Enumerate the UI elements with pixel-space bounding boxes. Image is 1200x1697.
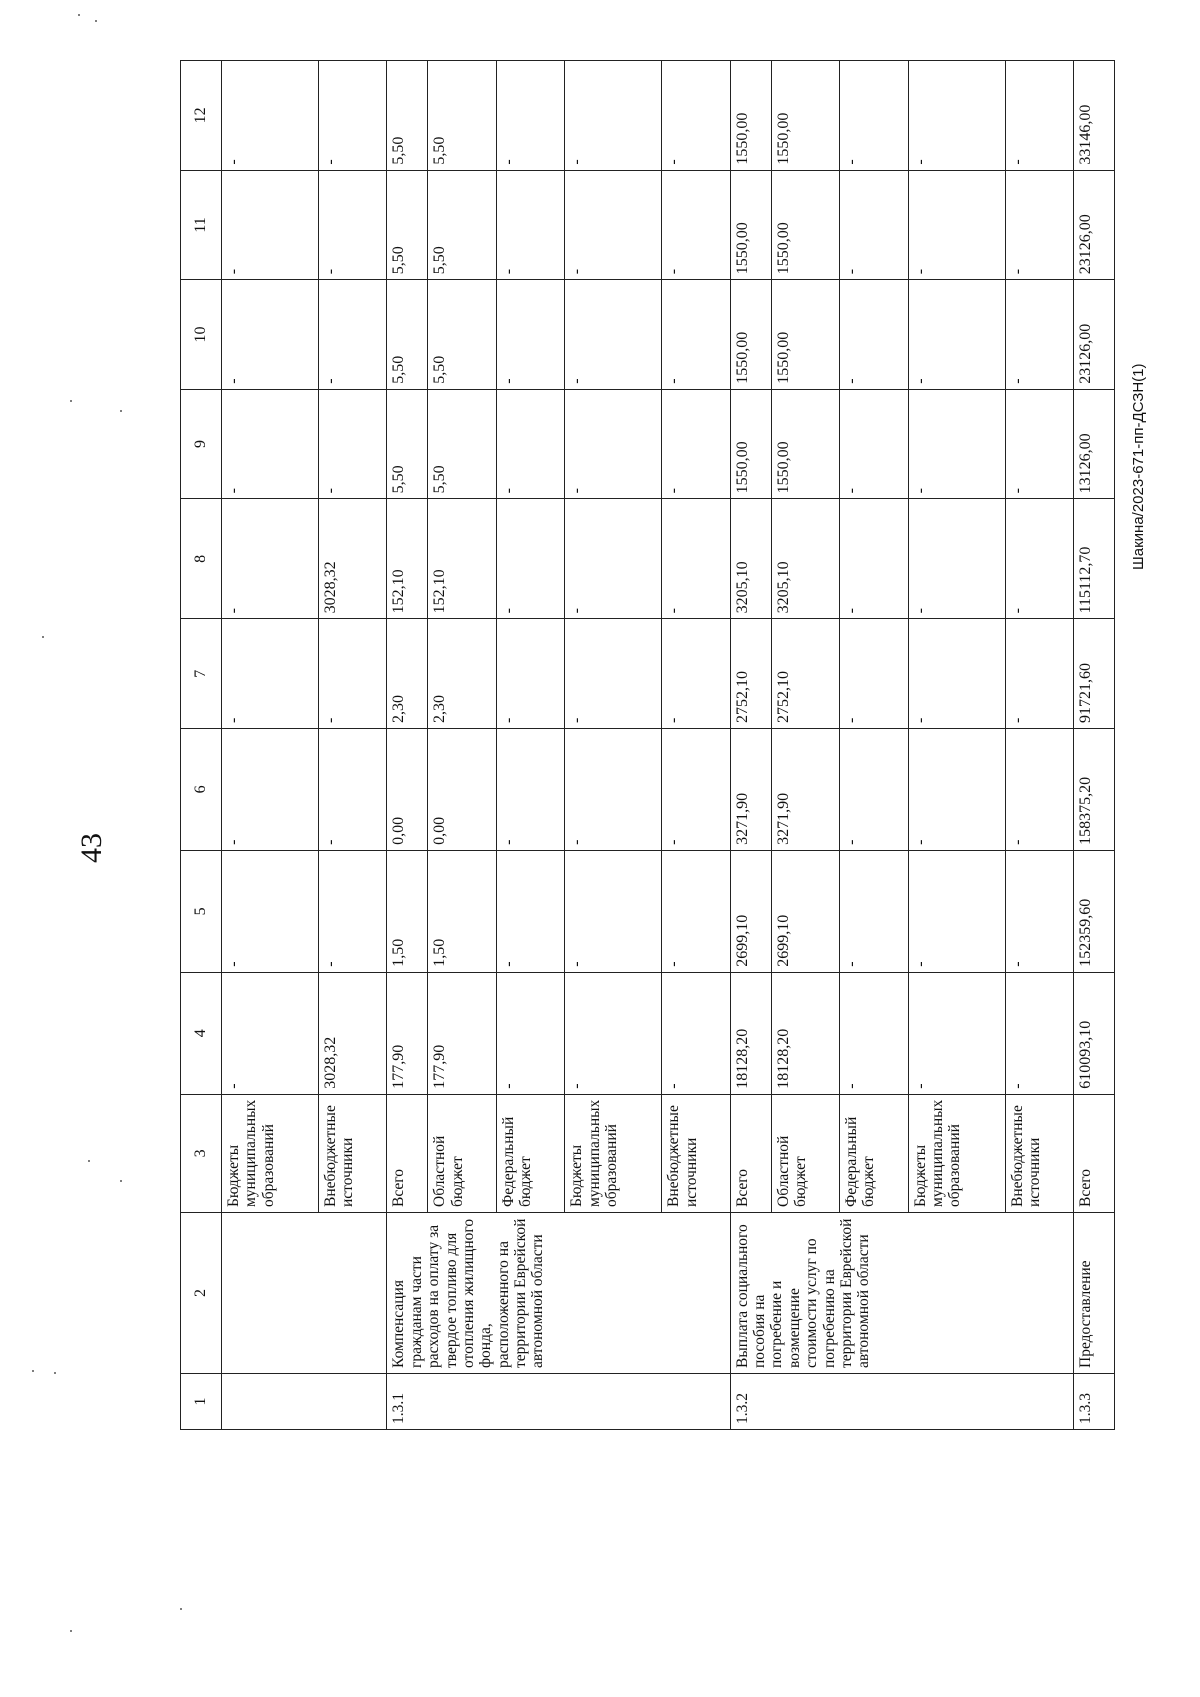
funding-source-cell: Внебюджетные источники xyxy=(662,1094,730,1212)
amount-cell: - xyxy=(565,499,662,619)
amount-cell: 5,50 xyxy=(428,170,496,280)
amount-cell: 3271,90 xyxy=(730,728,771,850)
funding-source-cell: Всего xyxy=(387,1094,428,1212)
amount-cell: - xyxy=(662,850,730,972)
amount-cell: 1550,00 xyxy=(771,61,839,171)
column-number-9: 9 xyxy=(181,389,222,499)
amount-cell: 23126,00 xyxy=(1074,280,1115,390)
amount-cell: 0,00 xyxy=(387,728,428,850)
item-number-cell: 1.3.2 xyxy=(730,1374,1073,1430)
amount-cell: - xyxy=(565,619,662,729)
amount-cell: 3028,32 xyxy=(318,499,386,619)
column-number-12: 12 xyxy=(181,61,222,171)
amount-cell: 1,50 xyxy=(428,850,496,972)
amount-cell: 2752,10 xyxy=(771,619,839,729)
document-code: Шакина/2023-671-пп-ДСЗН(1) xyxy=(1130,363,1147,570)
scan-speck xyxy=(70,400,72,402)
scan-speck xyxy=(42,636,44,638)
item-description-cell: Выплата социального пособия на погребение и возмещение стоимости услуг по погребению на территории Еврейской автономной области xyxy=(730,1213,1073,1374)
amount-cell: 5,50 xyxy=(387,389,428,499)
amount-cell: - xyxy=(662,389,730,499)
item-number-cell xyxy=(222,1374,387,1430)
scan-speck xyxy=(180,1608,182,1610)
amount-cell: 5,50 xyxy=(428,61,496,171)
amount-cell: 1550,00 xyxy=(771,280,839,390)
scan-speck xyxy=(70,1630,72,1632)
amount-cell: - xyxy=(565,61,662,171)
amount-cell: - xyxy=(1005,728,1073,850)
amount-cell: - xyxy=(496,170,564,280)
amount-cell: - xyxy=(662,619,730,729)
amount-cell: - xyxy=(318,389,386,499)
funding-source-cell: Областной бюджет xyxy=(771,1094,839,1212)
amount-cell: 3028,32 xyxy=(318,972,386,1094)
page-number: 43 xyxy=(75,833,108,863)
amount-cell: 2,30 xyxy=(387,619,428,729)
funding-source-cell: Областной бюджет xyxy=(428,1094,496,1212)
budget-table xyxy=(180,60,1115,1430)
amount-cell: - xyxy=(662,170,730,280)
amount-cell: - xyxy=(908,728,1005,850)
scan-speck xyxy=(120,1180,122,1182)
amount-cell: - xyxy=(662,61,730,171)
scan-speck xyxy=(78,14,80,16)
column-number-1: 1 xyxy=(181,1374,222,1430)
amount-cell: - xyxy=(222,728,319,850)
amount-cell: - xyxy=(496,728,564,850)
column-number-11: 11 xyxy=(181,170,222,280)
amount-cell: - xyxy=(496,389,564,499)
amount-cell: - xyxy=(318,850,386,972)
amount-cell: - xyxy=(222,280,319,390)
amount-cell: - xyxy=(662,499,730,619)
funding-source-cell: Всего xyxy=(730,1094,771,1212)
amount-cell: - xyxy=(222,499,319,619)
amount-cell: 3271,90 xyxy=(771,728,839,850)
amount-cell: - xyxy=(662,728,730,850)
amount-cell: - xyxy=(1005,170,1073,280)
amount-cell: - xyxy=(565,280,662,390)
amount-cell: 1550,00 xyxy=(730,170,771,280)
scan-speck xyxy=(120,410,122,412)
amount-cell: 1550,00 xyxy=(771,170,839,280)
item-number-cell: 1.3.3 xyxy=(1074,1374,1115,1430)
amount-cell: 18128,20 xyxy=(771,972,839,1094)
amount-cell: - xyxy=(318,728,386,850)
table-header-row xyxy=(181,61,222,1430)
amount-cell: - xyxy=(565,850,662,972)
amount-cell: 33146,00 xyxy=(1074,61,1115,171)
funding-source-cell: Внебюджетные источники xyxy=(1005,1094,1073,1212)
amount-cell: 1550,00 xyxy=(730,61,771,171)
amount-cell: 1550,00 xyxy=(730,389,771,499)
amount-cell: - xyxy=(1005,389,1073,499)
amount-cell: 3205,10 xyxy=(771,499,839,619)
amount-cell: - xyxy=(908,972,1005,1094)
amount-cell: 610093,10 xyxy=(1074,972,1115,1094)
amount-cell: - xyxy=(496,280,564,390)
amount-cell: - xyxy=(1005,61,1073,171)
funding-source-cell: Федеральный бюджет xyxy=(496,1094,564,1212)
scan-speck xyxy=(88,1160,90,1162)
amount-cell: - xyxy=(496,499,564,619)
amount-cell: - xyxy=(908,389,1005,499)
amount-cell: 2,30 xyxy=(428,619,496,729)
amount-cell: 2752,10 xyxy=(730,619,771,729)
amount-cell: - xyxy=(222,61,319,171)
amount-cell: - xyxy=(1005,619,1073,729)
amount-cell: - xyxy=(1005,280,1073,390)
amount-cell: 13126,00 xyxy=(1074,389,1115,499)
amount-cell: 1550,00 xyxy=(730,280,771,390)
amount-cell: - xyxy=(222,850,319,972)
scan-speck xyxy=(32,1370,34,1372)
amount-cell: - xyxy=(222,170,319,280)
funding-source-cell: Всего xyxy=(1074,1094,1115,1212)
amount-cell: - xyxy=(222,389,319,499)
funding-source-cell: Внебюджетные источники xyxy=(318,1094,386,1212)
amount-cell: - xyxy=(908,280,1005,390)
amount-cell: - xyxy=(662,972,730,1094)
table-row xyxy=(387,61,428,1430)
item-description-cell: Компенсация гражданам части расходов на оплату за твердое топливо для отопления жилищного фонда, расположенного на территории Еврейской автономной области xyxy=(387,1213,730,1374)
amount-cell: - xyxy=(565,170,662,280)
funding-source-cell: Бюджеты муниципальных образований xyxy=(908,1094,1005,1212)
amount-cell: - xyxy=(840,499,908,619)
amount-cell: 177,90 xyxy=(387,972,428,1094)
amount-cell: 152,10 xyxy=(428,499,496,619)
amount-cell: 5,50 xyxy=(428,280,496,390)
amount-cell: - xyxy=(908,61,1005,171)
funding-source-cell: Бюджеты муниципальных образований xyxy=(222,1094,319,1212)
amount-cell: 5,50 xyxy=(387,280,428,390)
column-number-7: 7 xyxy=(181,619,222,729)
amount-cell: - xyxy=(908,499,1005,619)
amount-cell: - xyxy=(222,972,319,1094)
amount-cell: - xyxy=(1005,850,1073,972)
amount-cell: 91721,60 xyxy=(1074,619,1115,729)
column-number-8: 8 xyxy=(181,499,222,619)
amount-cell: 18128,20 xyxy=(730,972,771,1094)
amount-cell: - xyxy=(840,850,908,972)
amount-cell: - xyxy=(565,389,662,499)
amount-cell: - xyxy=(840,972,908,1094)
column-number-6: 6 xyxy=(181,728,222,850)
amount-cell: - xyxy=(662,280,730,390)
amount-cell: - xyxy=(565,728,662,850)
amount-cell: 5,50 xyxy=(387,61,428,171)
amount-cell: - xyxy=(840,170,908,280)
column-number-3: 3 xyxy=(181,1094,222,1212)
amount-cell: - xyxy=(1005,499,1073,619)
amount-cell: 152359,60 xyxy=(1074,850,1115,972)
amount-cell: 1550,00 xyxy=(771,389,839,499)
amount-cell: - xyxy=(318,280,386,390)
amount-cell: 2699,10 xyxy=(730,850,771,972)
item-description-cell: Предоставление xyxy=(1074,1213,1115,1374)
column-number-10: 10 xyxy=(181,280,222,390)
amount-cell: - xyxy=(318,170,386,280)
amount-cell: - xyxy=(496,61,564,171)
amount-cell: - xyxy=(318,619,386,729)
amount-cell: - xyxy=(496,850,564,972)
amount-cell: - xyxy=(840,61,908,171)
amount-cell: - xyxy=(1005,972,1073,1094)
amount-cell: - xyxy=(840,619,908,729)
amount-cell: 5,50 xyxy=(387,170,428,280)
amount-cell: - xyxy=(908,619,1005,729)
amount-cell: 23126,00 xyxy=(1074,170,1115,280)
amount-cell: 0,00 xyxy=(428,728,496,850)
column-number-4: 4 xyxy=(181,972,222,1094)
amount-cell: 152,10 xyxy=(387,499,428,619)
item-description-cell xyxy=(222,1213,387,1374)
amount-cell: 3205,10 xyxy=(730,499,771,619)
item-number-cell: 1.3.1 xyxy=(387,1374,730,1430)
amount-cell: 5,50 xyxy=(428,389,496,499)
amount-cell: 158375,20 xyxy=(1074,728,1115,850)
amount-cell: - xyxy=(222,619,319,729)
funding-source-cell: Бюджеты муниципальных образований xyxy=(565,1094,662,1212)
table-row xyxy=(730,61,771,1430)
amount-cell: - xyxy=(908,170,1005,280)
scan-speck xyxy=(95,20,97,22)
amount-cell: - xyxy=(840,728,908,850)
table-row xyxy=(222,61,319,1430)
amount-cell: - xyxy=(840,389,908,499)
column-number-5: 5 xyxy=(181,850,222,972)
amount-cell: - xyxy=(496,972,564,1094)
amount-cell: 115112,70 xyxy=(1074,499,1115,619)
column-number-2: 2 xyxy=(181,1213,222,1374)
table-row xyxy=(1074,61,1115,1430)
amount-cell: - xyxy=(496,619,564,729)
amount-cell: 177,90 xyxy=(428,972,496,1094)
funding-source-cell: Федеральный бюджет xyxy=(840,1094,908,1212)
amount-cell: - xyxy=(908,850,1005,972)
amount-cell: - xyxy=(318,61,386,171)
amount-cell: 2699,10 xyxy=(771,850,839,972)
amount-cell: 1,50 xyxy=(387,850,428,972)
amount-cell: - xyxy=(840,280,908,390)
scan-speck xyxy=(54,1372,56,1374)
budget-table-container xyxy=(180,60,1115,1430)
amount-cell: - xyxy=(565,972,662,1094)
